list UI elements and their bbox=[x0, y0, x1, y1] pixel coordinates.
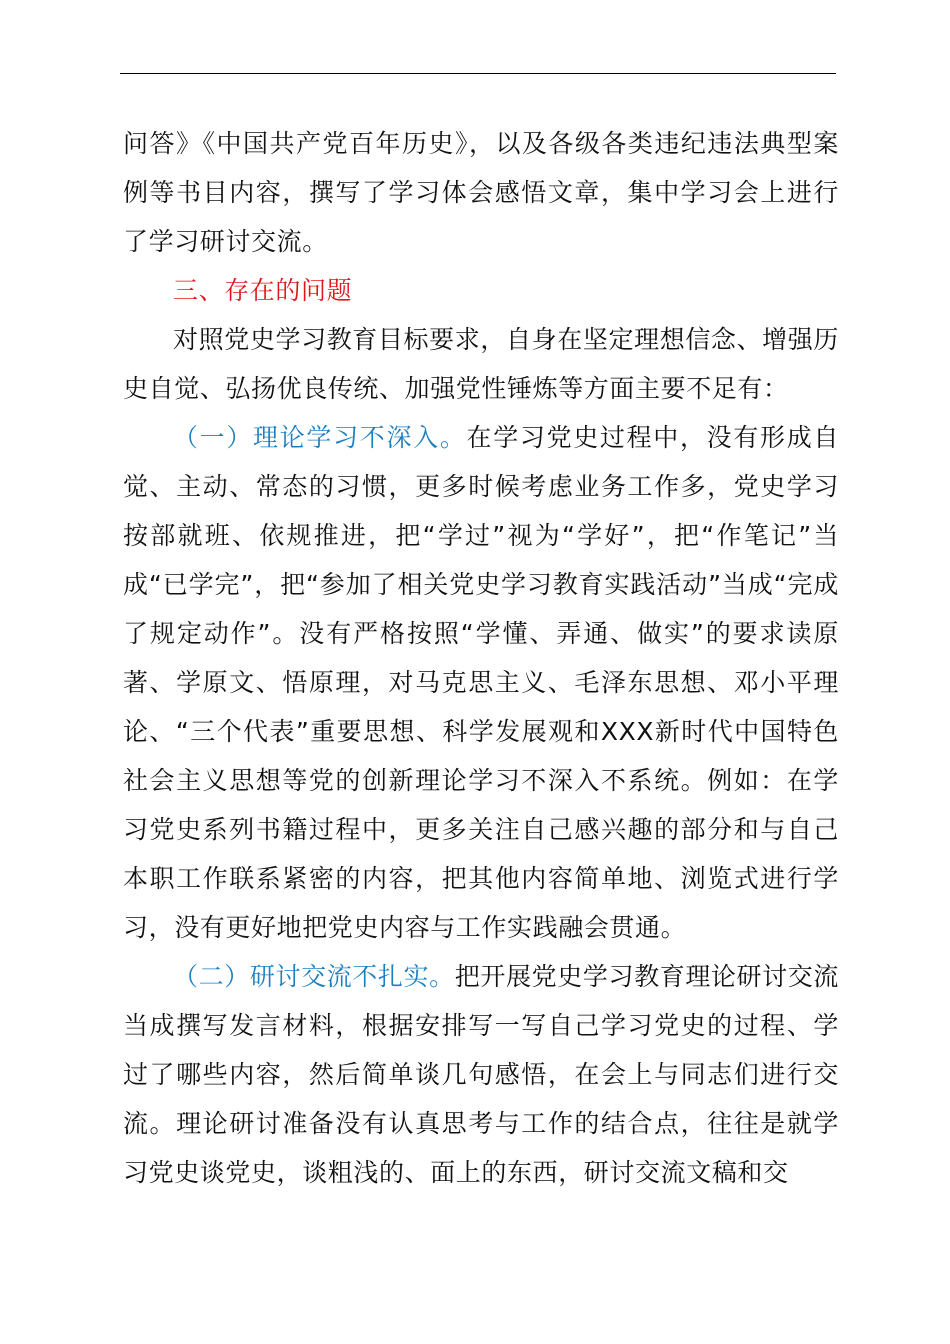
paragraph-continuation: 问答》《中国共产党百年历史》，以及各级各类违纪违法典型案例等书目内容，撰写了学习体会感悟文章，集中学习会上进行了学习研讨交流。 bbox=[123, 129, 839, 256]
issue-text-2: 把开展党史学习教育理论研讨交流当成撰写发言材料，根据安排写一写自己学习党史的过程、学过了哪些内容，然后简单谈几句感悟，在会上与同志们进行交流。理论研讨准备没有认真思考与工作的结合点，往往是就学习党史谈党史，谈粗浅的、面上的东西，研讨交流文稿和交 bbox=[123, 962, 839, 1187]
issue-heading-1: （一）理论学习不深入。 bbox=[173, 423, 467, 452]
section-heading-paragraph bbox=[123, 266, 839, 315]
issue-heading-2: （二）研讨交流不扎实。 bbox=[173, 962, 455, 991]
intro-paragraph: 对照党史学习教育目标要求，自身在坚定理想信念、增强历史自觉、弘扬优良传统、加强党性锤炼等方面主要不足有： bbox=[123, 325, 839, 403]
document-body bbox=[123, 119, 839, 1197]
section-heading: 三、存在的问题 bbox=[173, 276, 353, 305]
header-rule bbox=[120, 73, 836, 74]
issue-paragraph-2 bbox=[123, 952, 839, 1197]
issue-text-1: 在学习党史过程中，没有形成自觉、主动、常态的习惯，更多时候考虑业务工作多，党史学习按部就班、依规推进，把“学过”视为“学好”，把“作笔记”当成“已学完”，把“参加了相关党史学习教育实践活动”当成“完成了规定动作”。没有严格按照“学懂、弄通、做实”的要求读原著、学原文、悟原理，对马克思主义、毛泽东思想、邓小平理论、“三个代表”重要思想、科学发展观和XXX新时代中国特色社会主义思想等党的创新理论学习不深入不系统。例如：在学习党史系列书籍过程中，更多关注自己感兴趣的部分和与自己本职工作联系紧密的内容，把其他内容简单地、浏览式进行学习，没有更好地把党史内容与工作实践融会贯通。 bbox=[123, 423, 839, 942]
issue-paragraph-1 bbox=[123, 413, 839, 952]
